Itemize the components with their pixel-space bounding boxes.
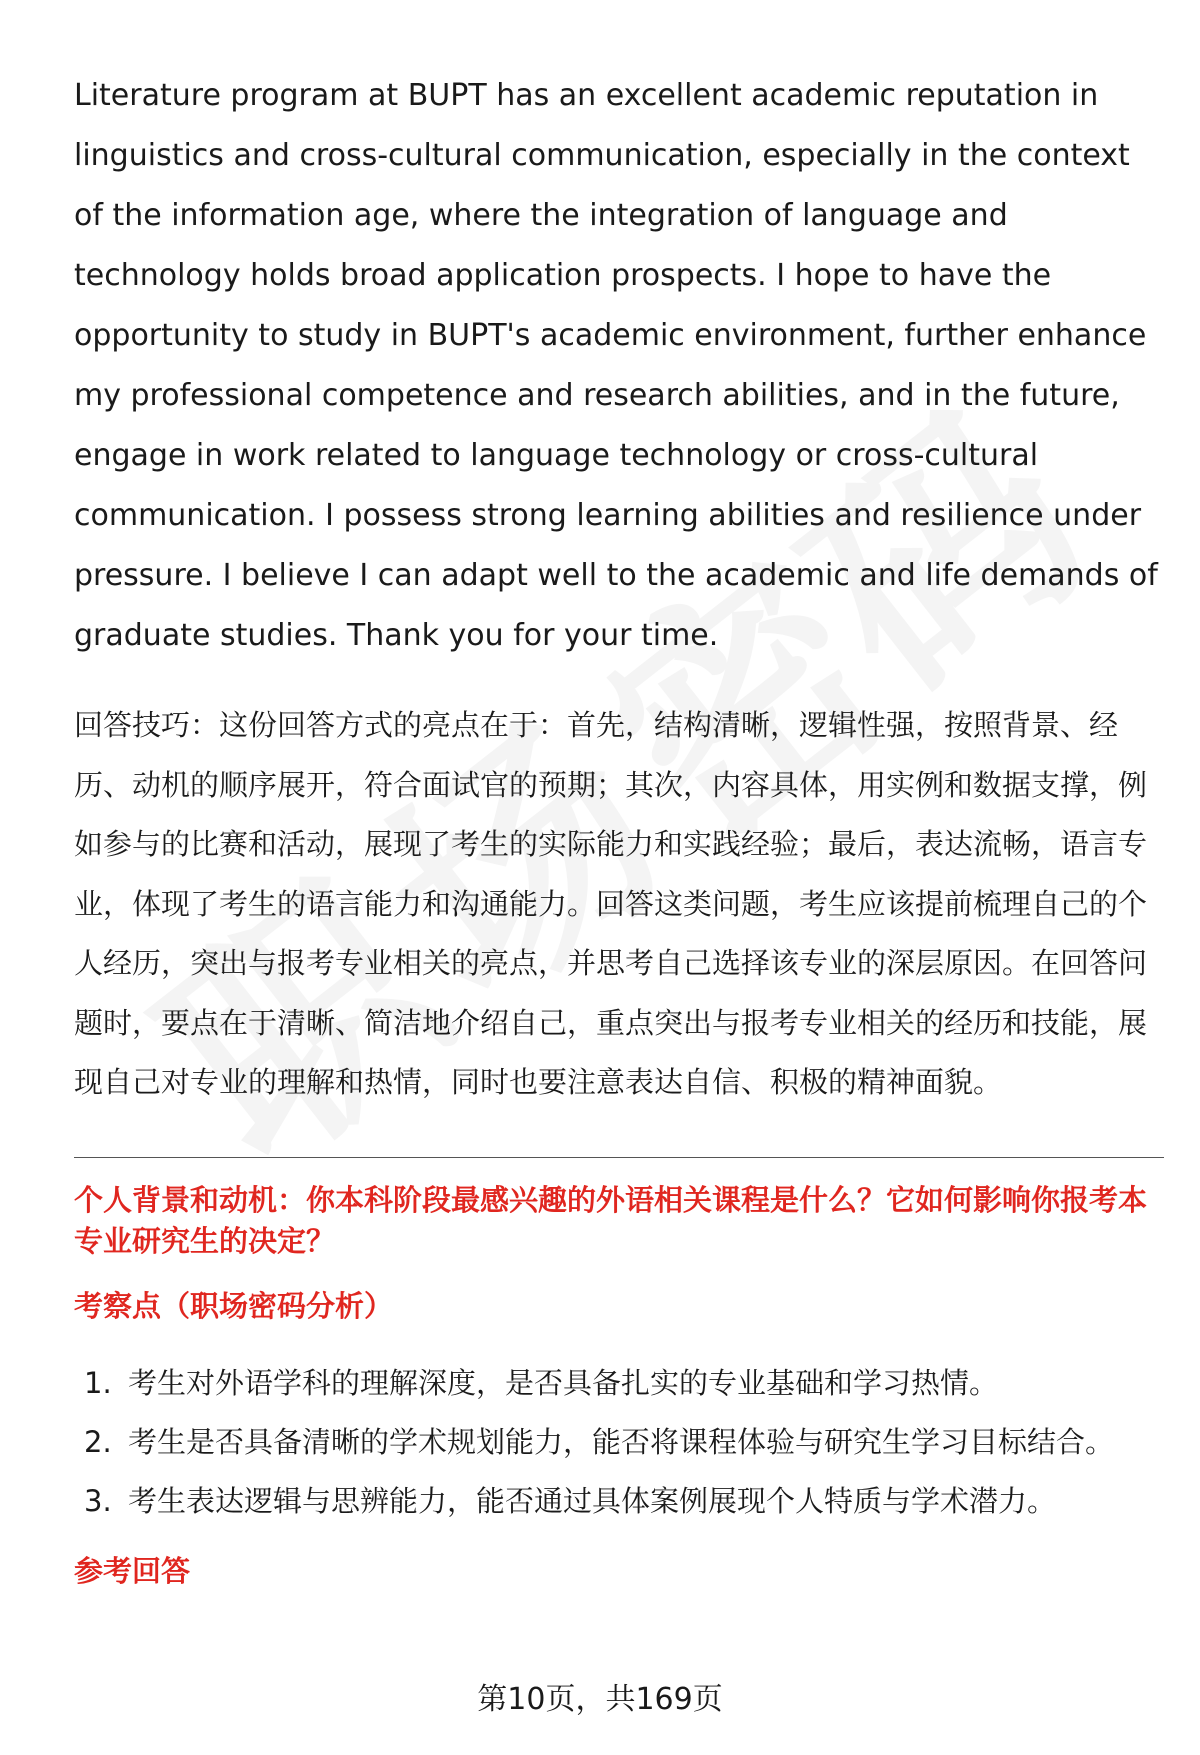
list-item [74,1413,1164,1472]
reference-answer-heading: 参考回答 [74,1553,191,1588]
question-title: 个人背景和动机：你本科阶段最感兴趣的外语相关课程是什么？它如何影响你报考本专业研究生的决定？ [74,1182,1148,1258]
assessment-heading: 考察点（职场密码分析） [74,1288,394,1323]
list-item-text: 考生对外语学科的理解深度，是否具备扎实的专业基础和学习热情。 [128,1365,999,1400]
list-item-number: 2. [84,1424,112,1459]
section-divider [74,1157,1164,1158]
list-item-number: 3. [84,1483,112,1518]
page-number: 第10页，共169页 [477,1682,723,1717]
answer-tips-paragraph [74,696,1164,1113]
list-item [74,1354,1164,1413]
tips-text: 这份回答方式的亮点在于：首先，结构清晰，逻辑性强，按照背景、经历、动机的顺序展开，符合面试官的预期；其次，内容具体，用实例和数据支撑，例如参与的比赛和活动，展现了考生的实际能力和实践经验；最后，表达流畅，语言专业，体现了考生的语言能力和沟通能力。回答这类问题，考生应该提前梳理自己的个人经历，突出与报考专业相关的亮点，并思考自己选择该专业的深层原因。在回答问题时，要点在于清晰、简洁地介绍自己，重点突出与报考专业相关的经历和技能，展现自己对专业的理解和热情，同时也要注意表达自信、积极的精神面貌。 [74,708,1148,1099]
list-item-text: 考生是否具备清晰的学术规划能力，能否将课程体验与研究生学习目标结合。 [128,1424,1115,1459]
tips-label: 回答技巧： [74,708,220,742]
english-answer-paragraph: Literature program at BUPT has an excellent academic reputation in linguistics and cross-cultural communication, especially in the context of the information age, where the integration of language and technology holds broad application prospects. I hope to have the opportunity to study in BUPT's academic environment, further enhance my professional competence and research abilities, and in the future, engage in work related to language technology or cross-cultural communication. I possess strong learning abilities and resilience under pressure. I believe I can adapt well to the academic and life demands of graduate studies. Thank you for your time. [74,78,1158,653]
list-item-number: 1. [84,1365,112,1400]
list-item-text: 考生表达逻辑与思辨能力，能否通过具体案例展现个人特质与学术潜力。 [128,1483,1057,1518]
assessment-point-list [74,1354,1164,1531]
list-item [74,1472,1164,1531]
document-body [74,66,1164,1591]
